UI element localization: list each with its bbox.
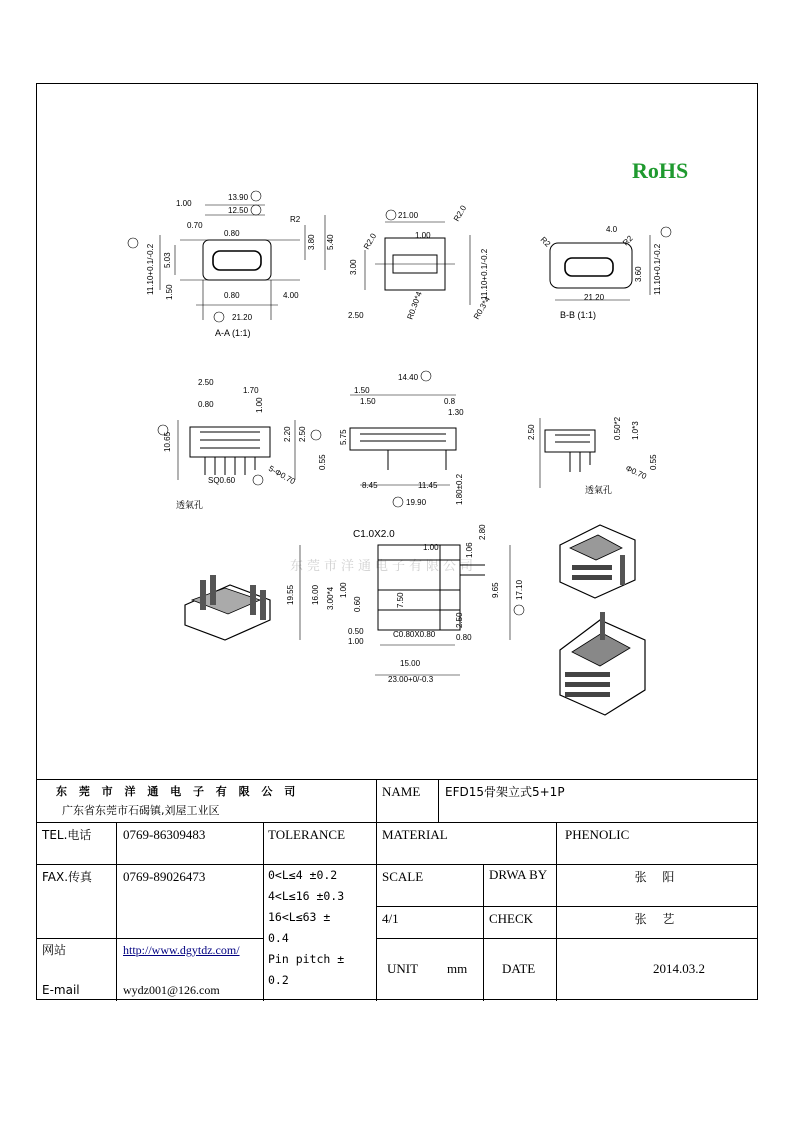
dim: 2.20 xyxy=(283,426,292,442)
tel-label: TEL.电话 xyxy=(36,822,116,864)
view-top-middle xyxy=(348,203,492,321)
scale-value: 4/1 xyxy=(376,906,483,938)
dim: 0.55 xyxy=(649,454,658,470)
dim: 11.45 xyxy=(418,481,438,490)
unit-label: UNIT xyxy=(376,938,447,1001)
tolerance-line: 0.4 xyxy=(268,931,289,945)
dim: 1.50 xyxy=(165,284,174,300)
website-link[interactable]: http://www.dgytdz.com/ xyxy=(123,943,240,957)
dim: 0.80 xyxy=(456,633,472,642)
dim: 1.80±0.2 xyxy=(455,473,464,505)
dim: 12.50 xyxy=(228,206,249,215)
dim: 4.0 xyxy=(606,225,618,234)
company-name: 东 莞 市 洋 通 电 子 有 限 公 司 xyxy=(56,785,300,798)
dim: 1.00 xyxy=(423,543,439,552)
dim: 1.70 xyxy=(243,386,259,395)
dim: 15.00 xyxy=(400,659,421,668)
check-label: CHECK xyxy=(483,906,556,938)
dim: 2.50 xyxy=(298,426,307,442)
dim: 0.70 xyxy=(187,221,203,230)
material-value: PHENOLIC xyxy=(556,822,758,864)
dim: 14.40 xyxy=(398,373,419,382)
dim: 3.80 xyxy=(307,234,316,250)
isometric-view-bottom-right xyxy=(560,612,645,715)
watermark: 东莞市洋通电子有限公司 xyxy=(290,558,478,573)
dim: 2.50 xyxy=(455,612,464,628)
bleed-hole-label: 透氣孔 xyxy=(176,500,204,510)
dim: SQ0.60 xyxy=(208,476,236,485)
tolerance-values xyxy=(263,864,376,1001)
unit-value: mm xyxy=(447,938,483,1001)
dim: C0.80X0.80 xyxy=(393,630,436,639)
dim: 1.50 xyxy=(360,397,376,406)
dim: 13.90 xyxy=(228,193,249,202)
dim: 17.10 xyxy=(515,579,524,600)
tolerance-line: 16<L≤63 ± xyxy=(268,910,331,924)
dim: C1.0X2.0 xyxy=(353,529,395,540)
dim: 9.65 xyxy=(491,582,500,598)
dim: 23.00+0/-0.3 xyxy=(388,675,434,684)
dim: 0.55 xyxy=(318,454,327,470)
dim: 1.06 xyxy=(465,542,474,558)
dim: 1.00 xyxy=(255,397,264,413)
tel-value: 0769-86309483 xyxy=(116,822,263,864)
fax-label: FAX.传真 xyxy=(36,864,116,938)
dim: R2 xyxy=(290,215,301,224)
dim: R0.3*4 xyxy=(471,295,492,321)
dim: 5.75 xyxy=(339,429,348,445)
tolerance-label: TOLERANCE xyxy=(263,822,376,864)
bleed-hole-label: 透氣孔 xyxy=(585,485,613,495)
email-label: E-mail xyxy=(42,983,80,997)
dim: R0.30*4 xyxy=(405,290,424,321)
web-label: 网站 xyxy=(42,943,67,957)
dim: 0.80 xyxy=(198,400,214,409)
dim: 21.20 xyxy=(232,313,253,322)
dim: 11.10+0.1/-0.2 xyxy=(480,248,489,300)
section-b-label: B-B (1:1) xyxy=(560,310,597,320)
dim: R2.0 xyxy=(451,203,469,223)
tolerance-line: 0<L≤4 ±0.2 xyxy=(268,868,338,882)
fax-value: 0769-89026473 xyxy=(116,864,263,938)
email-value: wydz001@126.com xyxy=(123,983,220,997)
dim: 10.65 xyxy=(163,431,172,452)
dim: 8.45 xyxy=(362,481,378,490)
name-value: EFD15骨架立式5+1P xyxy=(438,780,758,822)
dim: 11.10+0.1/-0.2 xyxy=(146,243,155,295)
tolerance-line: 0.2 xyxy=(268,973,289,987)
date-label: DATE xyxy=(483,938,556,1001)
dim: 2.50 xyxy=(348,311,364,320)
dim: 1.30 xyxy=(448,408,464,417)
dim: 19.55 xyxy=(286,584,295,605)
material-label: MATERIAL xyxy=(376,822,556,864)
dim: R2 xyxy=(538,235,553,249)
dim: Φ0.70 xyxy=(624,463,648,482)
dim: 3.00*4 xyxy=(326,586,335,610)
dim: 1.00 xyxy=(176,199,192,208)
title-block xyxy=(36,779,758,1000)
tolerance-line: 4<L≤16 ±0.3 xyxy=(268,889,345,903)
view-left-elevation xyxy=(158,378,327,510)
dim: 0.8 xyxy=(444,397,456,406)
dim: 0.50 xyxy=(348,627,364,636)
dim: 19.90 xyxy=(406,498,427,507)
isometric-view-top-right xyxy=(560,525,635,598)
dim: 1.50 xyxy=(354,386,370,395)
dim: 0.80 xyxy=(224,291,240,300)
dim: 21.20 xyxy=(584,293,605,302)
dim: 5.03 xyxy=(163,252,172,268)
drawn-by-label: DRWA BY xyxy=(483,864,556,906)
dim: 1.00 xyxy=(339,582,348,598)
dim: 2.50 xyxy=(198,378,214,387)
company-cell xyxy=(36,780,376,822)
isometric-view-left xyxy=(185,575,270,640)
dim: 2.80 xyxy=(478,524,487,540)
check-value: 张 艺 xyxy=(556,906,758,938)
dim: 0.80 xyxy=(224,229,240,238)
web-email-labels xyxy=(36,938,116,1001)
view-bottom-plan xyxy=(286,524,524,684)
dim: 2.50 xyxy=(527,424,536,440)
scale-label: SCALE xyxy=(376,864,483,906)
dim: 5-Φ0.70 xyxy=(267,463,297,487)
dim: 3.00 xyxy=(349,259,358,275)
dim: 16.00 xyxy=(311,584,320,605)
date-value: 2014.03.2 xyxy=(556,938,758,1001)
dim: 11.10+0.1/-0.2 xyxy=(653,243,662,295)
view-section-a xyxy=(128,191,335,338)
view-right-elevation xyxy=(527,416,658,495)
web-email-values xyxy=(116,938,263,1001)
company-address: 广东省东莞市石碣镇,刘屋工业区 xyxy=(62,804,220,817)
dim: 1.0*3 xyxy=(631,421,640,440)
dim: 7.50 xyxy=(396,592,405,608)
rohs-badge: RoHS xyxy=(632,158,689,183)
tolerance-line: Pin pitch ± xyxy=(268,952,345,966)
view-front-elevation xyxy=(339,371,464,507)
dim: 4.00 xyxy=(283,291,299,300)
dim: 5.40 xyxy=(326,234,335,250)
drawn-by-value: 张 阳 xyxy=(556,864,758,906)
view-section-b xyxy=(539,225,671,320)
dim: 0.60 xyxy=(353,596,362,612)
dim: 1.00 xyxy=(348,637,364,646)
dim: R2.0 xyxy=(361,231,379,251)
name-label: NAME xyxy=(376,780,438,822)
dim: 0.50*2 xyxy=(613,416,622,440)
dim: R2 xyxy=(621,233,635,248)
section-a-label: A-A (1:1) xyxy=(215,328,251,338)
dim: 21.00 xyxy=(398,211,419,220)
dim: 1.00 xyxy=(415,231,431,240)
dim: 3.60 xyxy=(634,266,643,282)
